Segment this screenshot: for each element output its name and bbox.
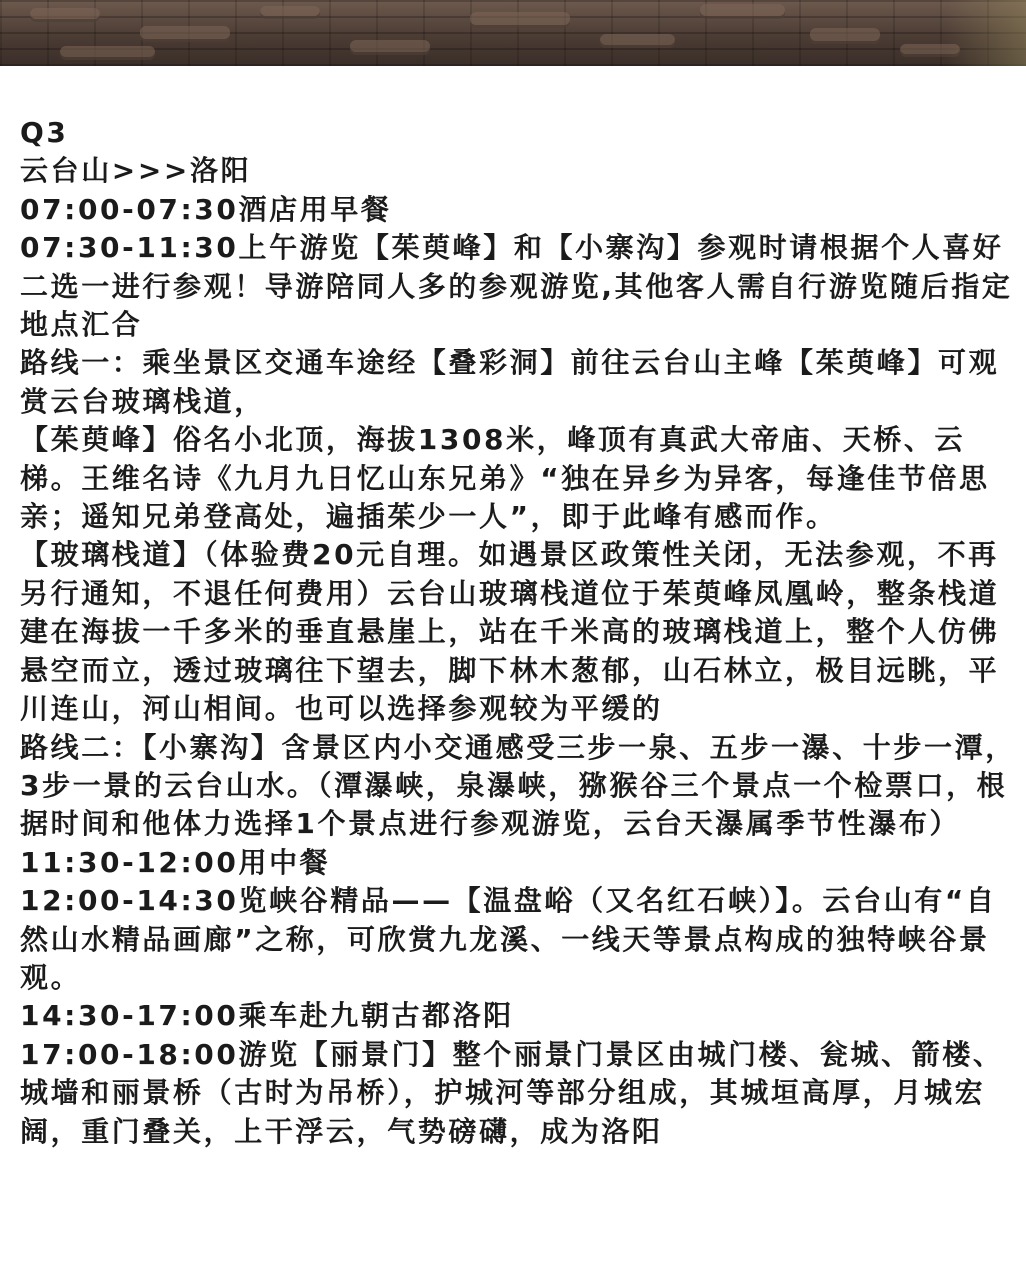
stone-wall-header-image xyxy=(0,0,1026,66)
schedule-breakfast: 07:00-07:30酒店用早餐 xyxy=(20,192,392,226)
schedule-lijingmen: 17:00-18:00游览【丽景门】整个丽景门景区由城门楼、瓮城、箭楼、城墙和丽景桥（古时为吊桥），护城河等部分组成，其城垣高厚，月城宏阔，重门叠关，上干浮云，气势磅礴，成为洛阳 xyxy=(20,1037,1004,1148)
route-title: 云台山>>>洛阳 xyxy=(20,154,252,188)
schedule-canyon-tour: 12:00-14:30览峡谷精品——【温盘峪（又名红石峡）】。云台山有“自然山水精品画廊”之称，可欣赏九龙溪、一线天等景点构成的独特峡谷景观。 xyxy=(20,884,997,994)
route-two: 路线二：【小寨沟】含景区内小交通感受三步一泉、五步一瀑、十步一潭，3步一景的云台山水。（潭瀑峡，泉瀑峡，猕猴谷三个景点一个检票口，根据时间和他体力选择1个景点进行参观游览，云台天瀑属季节性瀑布） xyxy=(20,730,1016,841)
itinerary-text xyxy=(20,114,1020,1151)
day-label: Q3 xyxy=(20,116,69,149)
route-one: 路线一：乘坐景区交通车途经【叠彩洞】前往云台山主峰【茱萸峰】可观赏云台玻璃栈道， xyxy=(20,346,1000,418)
schedule-transfer-luoyang: 14:30-17:00乘车赴九朝古都洛阳 xyxy=(20,999,514,1033)
schedule-morning-tour: 07:30-11:30上午游览【茱萸峰】和【小寨沟】参观时请根据个人喜好二选一进行参观！导游陪同人多的参观游览,其他客人需自行游览随后指定地点汇合 xyxy=(20,231,1013,342)
schedule-lunch: 11:30-12:00用中餐 xyxy=(20,845,331,879)
glass-walkway-description: 【玻璃栈道】（体验费20元自理。如遇景区政策性关闭，无法参观，不再另行通知，不退任何费用）云台山玻璃栈道位于茱萸峰凤凰岭，整条栈道建在海拔一千多米的垂直悬崖上，站在千米高的玻璃栈道上，整个人仿佛悬空而立，透过玻璃往下望去，脚下林木葱郁，山石林立，极目远眺，平川连山，河山相间。也可以选择参观较为平缓的 xyxy=(20,538,1000,726)
zhuyu-peak-description: 【茱萸峰】俗名小北顶，海拔1308米，峰顶有真武大帝庙、天桥、云梯。王维名诗《九月九日忆山东兄弟》“独在异乡为异客，每逢佳节倍思亲；遥知兄弟登高处，遍插茱少一人”，即于此峰有感而作。 xyxy=(20,423,990,534)
